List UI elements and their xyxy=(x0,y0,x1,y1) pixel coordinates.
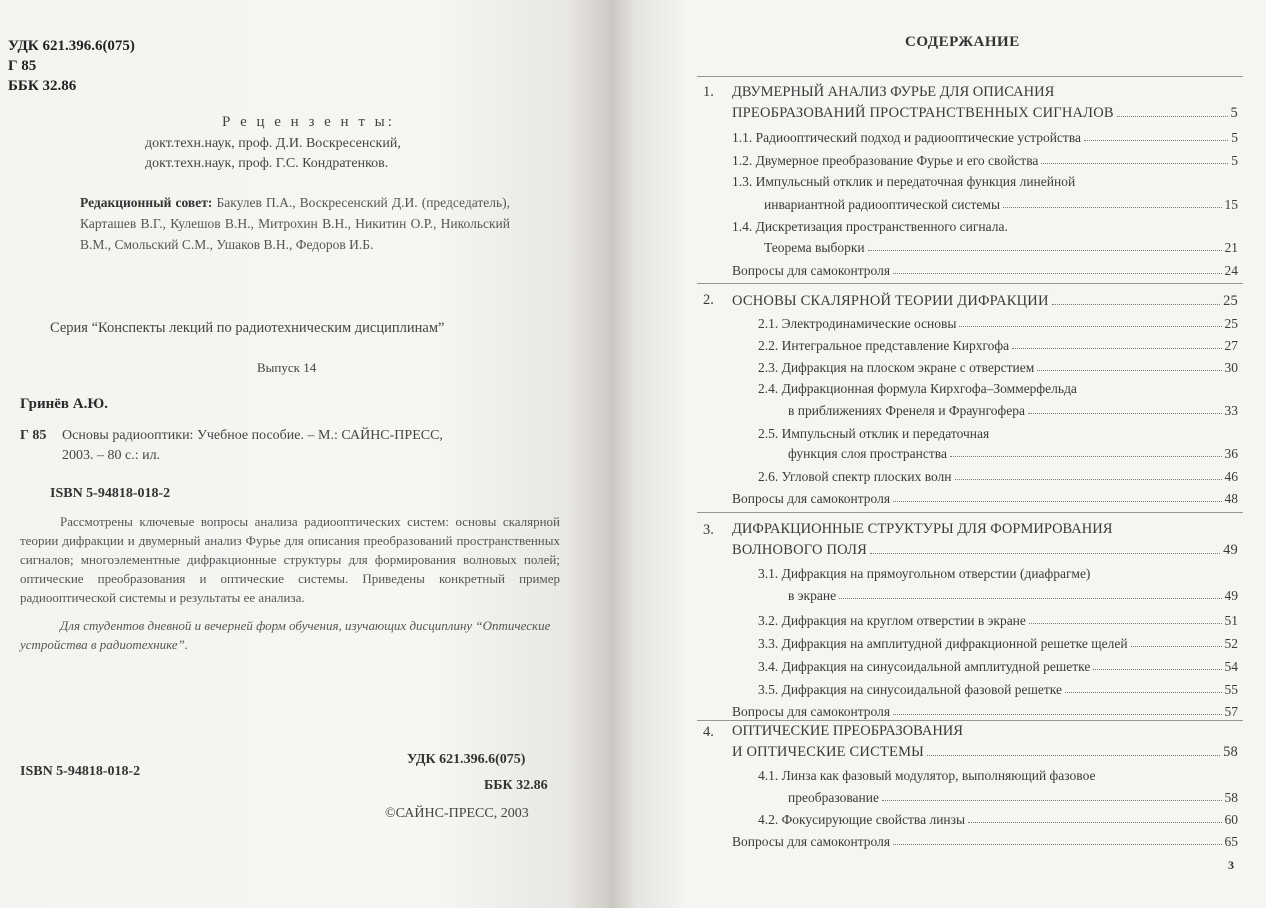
toc-chapter-4[interactable] xyxy=(732,741,1238,761)
section-title: 3.5. Дифракция на синусоидальной фазовой решетке xyxy=(758,682,1062,697)
section-4-1-line-1: 4.1. Линза как фазовый модулятор, выполняющий фазовое xyxy=(758,768,1096,783)
toc-section-4-2[interactable] xyxy=(758,808,1238,828)
audience-note: Для студентов дневной и вечерней форм обучения, изучающих дисциплину “Оптические устройства в радиотехнике”. xyxy=(20,618,551,652)
page-ref: 52 xyxy=(1224,636,1238,651)
dot-leader xyxy=(893,714,1221,715)
page-ref: 25 xyxy=(1223,293,1238,309)
page-ref: 46 xyxy=(1224,469,1238,484)
toc-separator xyxy=(697,76,1243,77)
section-1-3-line-1: 1.3. Импульсный отклик и передаточная функция линейной xyxy=(732,174,1076,189)
toc-section-1-1[interactable] xyxy=(732,126,1238,146)
chapter-4-title-line-1: ОПТИЧЕСКИЕ ПРЕОБРАЗОВАНИЯ xyxy=(732,723,963,739)
page-ref: 60 xyxy=(1224,812,1238,827)
page-ref: 5 xyxy=(1230,105,1238,121)
section-title: функция слоя пространства xyxy=(788,446,947,461)
dot-leader xyxy=(1084,140,1228,141)
section-title: 1.2. Двумерное преобразование Фурье и его свойства xyxy=(732,153,1039,168)
toc-questions-1[interactable] xyxy=(732,259,1238,279)
section-title: инвариантной радиооптической системы xyxy=(764,197,1001,212)
author: Гринёв А.Ю. xyxy=(20,396,108,412)
toc-section-3-2[interactable] xyxy=(758,609,1238,629)
section-title: преобразование xyxy=(788,790,879,805)
chapter-4-number: 4. xyxy=(703,724,714,740)
toc-section-1-4[interactable] xyxy=(764,236,1238,256)
section-title: в экране xyxy=(788,588,837,603)
abstract: Рассмотрены ключевые вопросы анализа радиооптических систем: основы скалярной теории дифракции и двумерный анализ Фурье для описания преобразований пространственных сигналов; многоэлементные дифракционные структуры для формирования волновых полей; оптические преобразования и оптические системы. Приведены конкретный пример радиооптической системы и результаты ее анализа. xyxy=(20,514,560,605)
section-title: 2.6. Угловой спектр плоских волн xyxy=(758,469,952,484)
toc-title: СОДЕРЖАНИЕ xyxy=(905,34,1020,50)
page-ref: 33 xyxy=(1224,403,1238,418)
section-title: 3.4. Дифракция на синусоидальной амплитудной решетке xyxy=(758,659,1091,674)
reviewers-heading: Р е ц е н з е н т ы: xyxy=(222,114,395,130)
page-ref: 58 xyxy=(1223,744,1238,760)
section-title: 3.3. Дифракция на амплитудной дифракционной решетке щелей xyxy=(758,636,1128,651)
section-title: Вопросы для самоконтроля xyxy=(732,263,891,278)
chapter-title: И ОПТИЧЕСКИЕ СИСТЕМЫ xyxy=(732,744,925,760)
copyright: ©САЙНС-ПРЕСС, 2003 xyxy=(385,806,529,821)
toc-chapter-3[interactable] xyxy=(732,539,1238,559)
page-ref: 58 xyxy=(1224,790,1238,805)
reviewer-2: докт.техн.наук, проф. Г.С. Кондратенков. xyxy=(145,156,389,171)
toc-section-2-3[interactable] xyxy=(758,356,1238,376)
issue-number: Выпуск 14 xyxy=(257,360,317,375)
chapter-1-title-line-1: ДВУМЕРНЫЙ АНАЛИЗ ФУРЬЕ ДЛЯ ОПИСАНИЯ xyxy=(732,84,1055,100)
dot-leader xyxy=(955,479,1222,480)
page-ref: 49 xyxy=(1223,542,1238,558)
toc-chapter-2[interactable] xyxy=(732,290,1238,310)
editorial-board xyxy=(80,192,510,255)
toc-section-2-6[interactable] xyxy=(758,465,1238,485)
dot-leader xyxy=(870,553,1220,554)
catalog-line-1: Основы радиооптики: Учебное пособие. – М.: САЙНС-ПРЕСС, xyxy=(62,428,443,443)
toc-section-3-4[interactable] xyxy=(758,655,1238,675)
page-ref: 57 xyxy=(1224,704,1238,719)
dot-leader xyxy=(893,273,1221,274)
page-ref: 24 xyxy=(1224,263,1238,278)
catalog-code: Г 85 xyxy=(20,428,47,443)
dot-leader xyxy=(959,326,1221,327)
section-title: Вопросы для самоконтроля xyxy=(732,704,891,719)
dot-leader xyxy=(1003,207,1221,208)
chapter-title: ВОЛНОВОГО ПОЛЯ xyxy=(732,542,867,558)
page-ref: 51 xyxy=(1224,613,1238,628)
dot-leader xyxy=(1093,669,1221,670)
bbk-bottom: ББК 32.86 xyxy=(484,778,548,793)
section-title: в приближениях Френеля и Фраунгофера xyxy=(788,403,1026,418)
dot-leader xyxy=(868,250,1222,251)
chapter-title: ОСНОВЫ СКАЛЯРНОЙ ТЕОРИИ ДИФРАКЦИИ xyxy=(732,293,1049,309)
toc-separator xyxy=(697,720,1243,721)
section-title: 3.2. Дифракция на круглом отверстии в экране xyxy=(758,613,1026,628)
chapter-3-number: 3. xyxy=(703,522,714,538)
section-2-5-line-1: 2.5. Импульсный отклик и передаточная xyxy=(758,426,990,441)
page-ref: 5 xyxy=(1231,130,1238,145)
section-1-4-line-1: 1.4. Дискретизация пространственного сигнала. xyxy=(732,219,1008,234)
dot-leader xyxy=(1028,413,1221,414)
bbk-code: ББК 32.86 xyxy=(8,78,77,94)
page-ref: 48 xyxy=(1224,491,1238,506)
toc-questions-2[interactable] xyxy=(732,487,1238,507)
reviewer-1: докт.техн.наук, проф. Д.И. Воскресенский, xyxy=(145,136,401,151)
chapter-1-title-line-2: ПРЕОБРАЗОВАНИЙ ПРОСТРАНСТВЕННЫХ СИГНАЛОВ xyxy=(732,105,1114,121)
page-ref: 49 xyxy=(1224,588,1238,603)
toc-section-4-1[interactable] xyxy=(788,786,1238,806)
toc-questions-3[interactable] xyxy=(732,700,1238,720)
section-title: 2.2. Интегральное представление Кирхгофа xyxy=(758,338,1010,353)
section-title: 1.1. Радиооптический подход и радиооптические устройства xyxy=(732,130,1082,145)
page-number: 3 xyxy=(1228,858,1234,872)
section-title: Вопросы для самоконтроля xyxy=(732,491,891,506)
toc-section-2-4[interactable] xyxy=(788,399,1238,419)
page-ref: 27 xyxy=(1224,338,1238,353)
toc-separator xyxy=(697,283,1243,284)
page-ref: 55 xyxy=(1224,682,1238,697)
dot-leader xyxy=(968,822,1221,823)
udk-code: УДК 621.396.6(075) xyxy=(8,38,135,54)
board-members: Бакулев П.А., Воскресенский Д.И. (председатель), Карташев В.Г., Кулешов В.Н., Митрохин В.Н., Никитин О.Р., Никольский В.М., Смольский С.М., Ушаков В.Н., Федоров И.Б. xyxy=(80,195,510,252)
dot-leader xyxy=(950,456,1222,457)
section-title: 2.1. Электродинамические основы xyxy=(758,316,957,331)
chapter-1-number: 1. xyxy=(703,84,714,100)
section-3-1-line-1: 3.1. Дифракция на прямоугольном отверстии (диафрагме) xyxy=(758,566,1091,581)
page-ref: 15 xyxy=(1224,197,1238,212)
section-title: 4.2. Фокусирующие свойства линзы xyxy=(758,812,966,827)
page-ref: 21 xyxy=(1224,240,1238,255)
toc-section-2-1[interactable] xyxy=(758,312,1238,332)
catalog-line-2: 2003. – 80 с.: ил. xyxy=(62,448,161,463)
udk-bottom: УДК 621.396.6(075) xyxy=(407,752,526,767)
dot-leader xyxy=(1117,116,1228,117)
section-2-4-line-1: 2.4. Дифракционная формула Кирхгофа–Зоммерфельда xyxy=(758,381,1077,396)
dot-leader xyxy=(839,598,1221,599)
isbn-bottom: ISBN 5-94818-018-2 xyxy=(20,764,141,779)
toc-section-1-3[interactable] xyxy=(764,193,1238,213)
catalog-code-top: Г 85 xyxy=(8,58,37,74)
page-ref: 5 xyxy=(1231,153,1238,168)
dot-leader xyxy=(1131,646,1222,647)
toc-section-3-1[interactable] xyxy=(788,584,1238,604)
toc-questions-4[interactable] xyxy=(732,830,1238,850)
toc-section-1-2[interactable] xyxy=(732,149,1238,169)
toc-section-3-3[interactable] xyxy=(758,632,1238,652)
section-title: Теорема выборки xyxy=(764,240,865,255)
toc-section-2-5[interactable] xyxy=(788,442,1238,462)
section-title: Вопросы для самоконтроля xyxy=(732,834,891,849)
page-ref: 54 xyxy=(1224,659,1238,674)
dot-leader xyxy=(1029,623,1222,624)
series-title: Серия “Конспекты лекций по радиотехническим дисциплинам” xyxy=(50,320,445,336)
board-label: Редакционный совет: xyxy=(80,195,213,210)
dot-leader xyxy=(1041,163,1228,164)
page-ref: 30 xyxy=(1224,360,1238,375)
dot-leader xyxy=(1037,370,1221,371)
toc-chapter-1[interactable] xyxy=(732,102,1238,122)
chapter-2-number: 2. xyxy=(703,292,714,308)
dot-leader xyxy=(893,501,1221,502)
toc-section-2-2[interactable] xyxy=(758,334,1238,354)
dot-leader xyxy=(882,800,1222,801)
section-title: 2.3. Дифракция на плоском экране с отверстием xyxy=(758,360,1035,375)
dot-leader xyxy=(927,755,1220,756)
dot-leader xyxy=(1065,692,1222,693)
page-ref: 65 xyxy=(1224,834,1238,849)
dot-leader xyxy=(1052,304,1220,305)
isbn: ISBN 5-94818-018-2 xyxy=(50,486,171,501)
page-ref: 36 xyxy=(1224,446,1238,461)
toc-section-3-5[interactable] xyxy=(758,678,1238,698)
chapter-3-title-line-1: ДИФРАКЦИОННЫЕ СТРУКТУРЫ ДЛЯ ФОРМИРОВАНИЯ xyxy=(732,521,1113,537)
page-ref: 25 xyxy=(1224,316,1238,331)
toc-separator xyxy=(697,512,1243,513)
dot-leader xyxy=(893,844,1221,845)
dot-leader xyxy=(1012,348,1221,349)
